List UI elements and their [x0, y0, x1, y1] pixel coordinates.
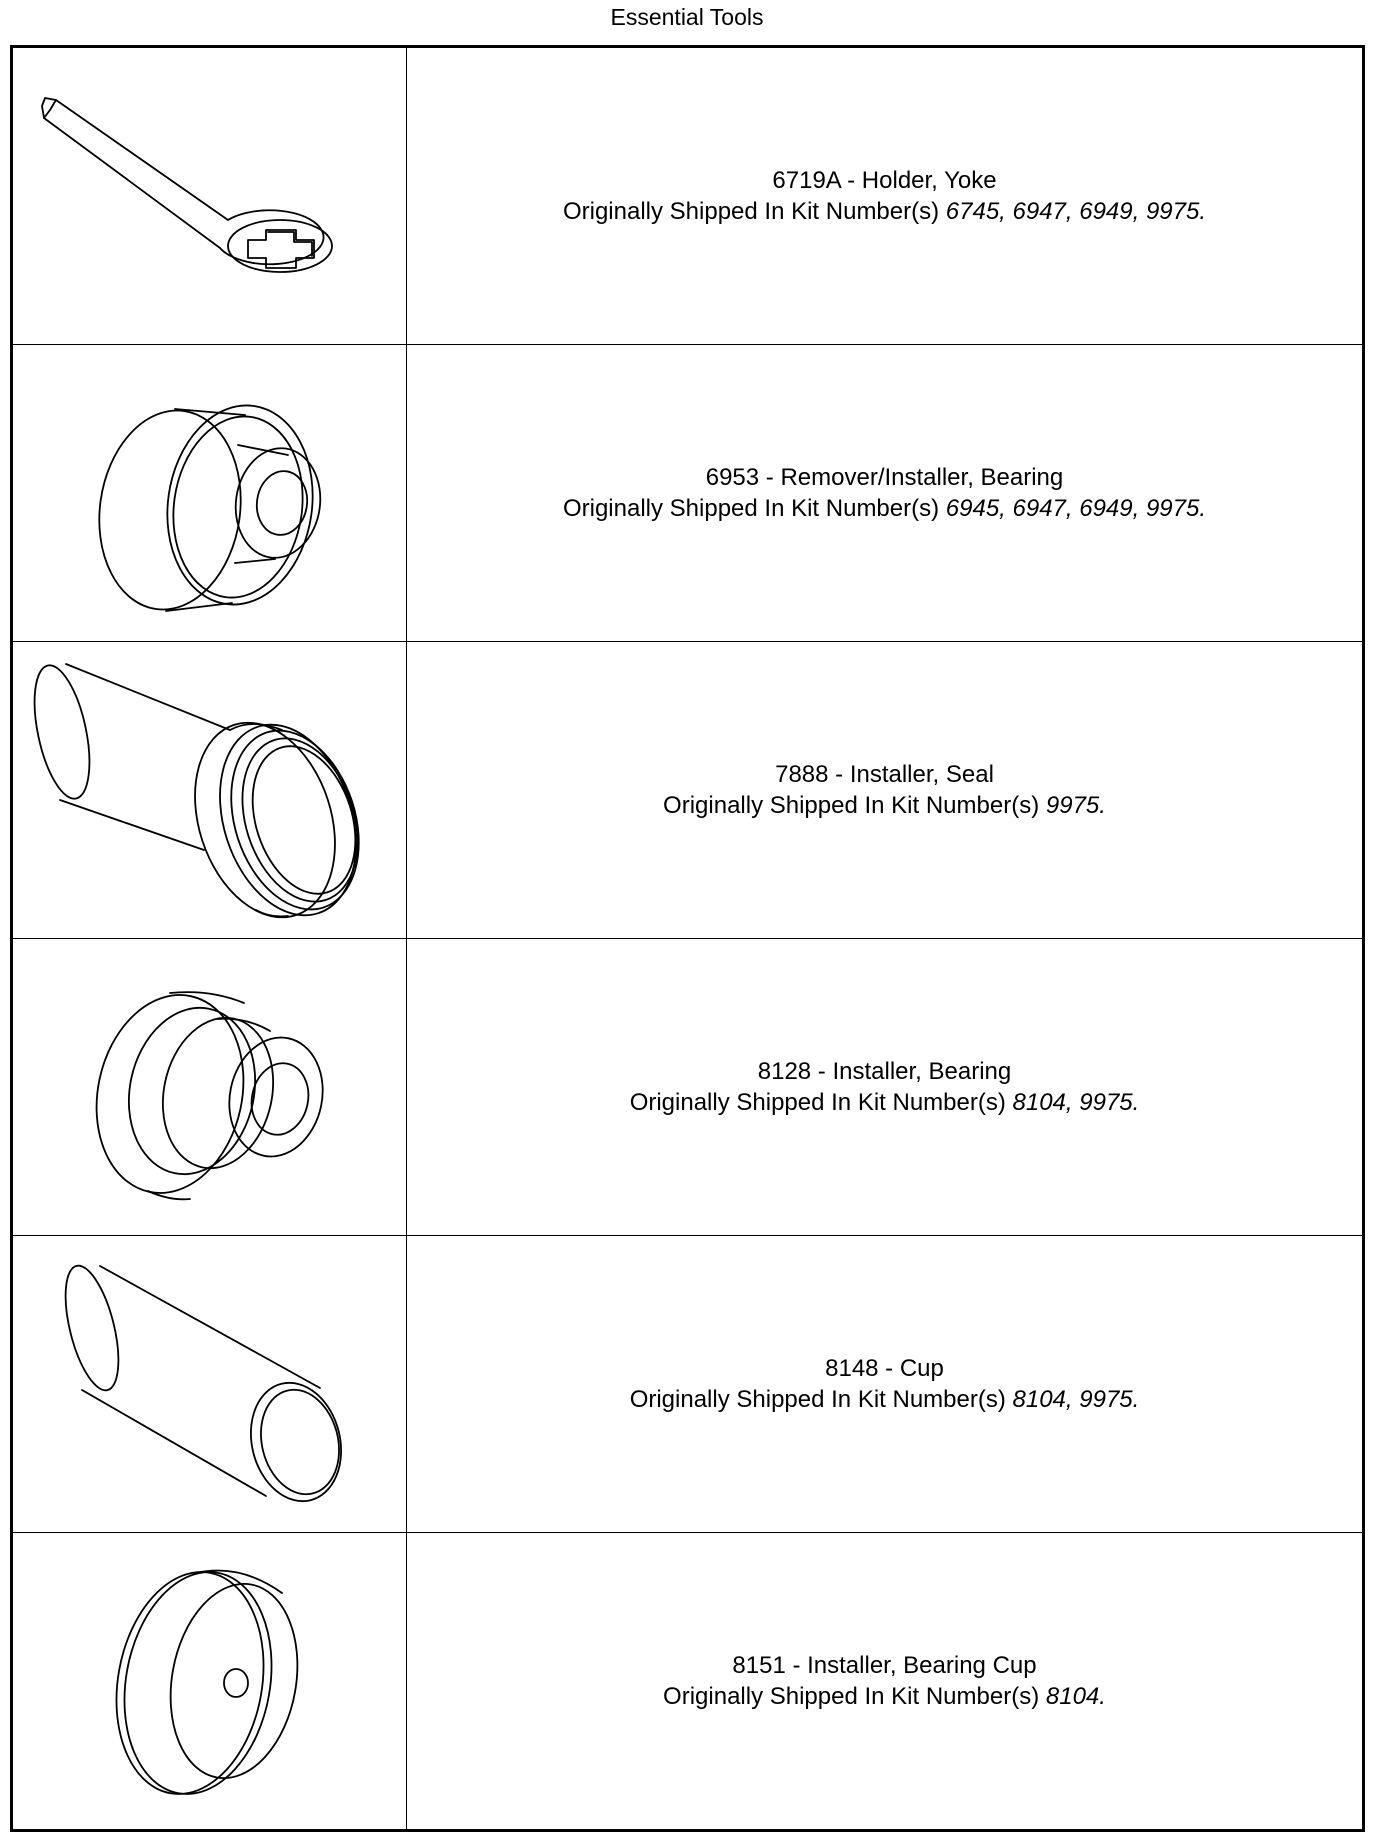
kit-numbers: 6945, 6947, 6949, 9975 — [945, 495, 1200, 522]
shipped-prefix: Originally Shipped In Kit Number(s) — [663, 1683, 1040, 1710]
table-row — [13, 642, 1362, 939]
kit-numbers: 8104, 9975 — [1012, 1089, 1133, 1116]
tool-name: 8148 - Cup — [825, 1355, 944, 1382]
kit-numbers: 8104, 9975 — [1012, 1386, 1133, 1413]
tool-name: 8151 - Installer, Bearing Cup — [732, 1652, 1037, 1679]
tool-description-cell — [407, 939, 1362, 1235]
shipped-prefix: Originally Shipped In Kit Number(s) — [562, 198, 940, 225]
tool-kits-line: Originally Shipped In Kit Number(s) 8104, 9975. — [629, 1089, 1140, 1116]
tool-kits-line: Originally Shipped In Kit Number(s) 6945, 6947, 6949, 9975. — [562, 495, 1207, 522]
tool-description-cell — [407, 642, 1362, 938]
shipped-prefix: Originally Shipped In Kit Number(s) — [663, 792, 1040, 819]
tools-table — [10, 45, 1365, 1832]
cup-tube-icon — [20, 1236, 400, 1532]
shipped-prefix: Originally Shipped In Kit Number(s) — [629, 1386, 1006, 1413]
tool-name: 6953 - Remover/Installer, Bearing — [705, 464, 1064, 491]
shipped-prefix: Originally Shipped In Kit Number(s) — [629, 1089, 1006, 1116]
tool-name: 7888 - Installer, Seal — [775, 761, 994, 788]
yoke-holder-wrench-icon — [20, 48, 400, 344]
page-title: Essential Tools — [610, 4, 764, 30]
table-row — [13, 48, 1362, 345]
tool-image-cell — [13, 1236, 407, 1532]
tool-name: 6719A - Holder, Yoke — [772, 167, 997, 194]
kit-numbers: 6745, 6947, 6949, 9975 — [945, 198, 1200, 225]
tool-description-cell — [407, 345, 1362, 641]
tool-kits-line: Originally Shipped In Kit Number(s) 6745, 6947, 6949, 9975. — [562, 198, 1207, 225]
tool-description-cell — [407, 48, 1362, 344]
table-row — [13, 1533, 1362, 1829]
table-row — [13, 1236, 1362, 1533]
bearing-installer-icon — [20, 939, 400, 1235]
tool-name: 8128 - Installer, Bearing — [757, 1058, 1012, 1085]
table-row — [13, 939, 1362, 1236]
tool-kits-line: Originally Shipped In Kit Number(s) 8104. — [663, 1683, 1106, 1710]
tool-kits-line: Originally Shipped In Kit Number(s) 9975. — [663, 792, 1106, 819]
tool-image-cell — [13, 1533, 407, 1829]
shipped-prefix: Originally Shipped In Kit Number(s) — [562, 495, 940, 522]
tool-description-cell — [407, 1236, 1362, 1532]
bearing-remover-installer-icon — [20, 345, 400, 641]
seal-installer-icon — [20, 642, 400, 938]
tool-image-cell — [13, 48, 407, 344]
table-row — [13, 345, 1362, 642]
tool-kits-line: Originally Shipped In Kit Number(s) 8104, 9975. — [629, 1386, 1140, 1413]
tool-image-cell — [13, 345, 407, 641]
kit-numbers: 9975 — [1045, 792, 1100, 819]
bearing-cup-installer-icon — [20, 1533, 400, 1829]
kit-numbers: 8104 — [1045, 1683, 1100, 1710]
tool-image-cell — [13, 939, 407, 1235]
tool-image-cell — [13, 642, 407, 938]
tool-description-cell — [407, 1533, 1362, 1829]
